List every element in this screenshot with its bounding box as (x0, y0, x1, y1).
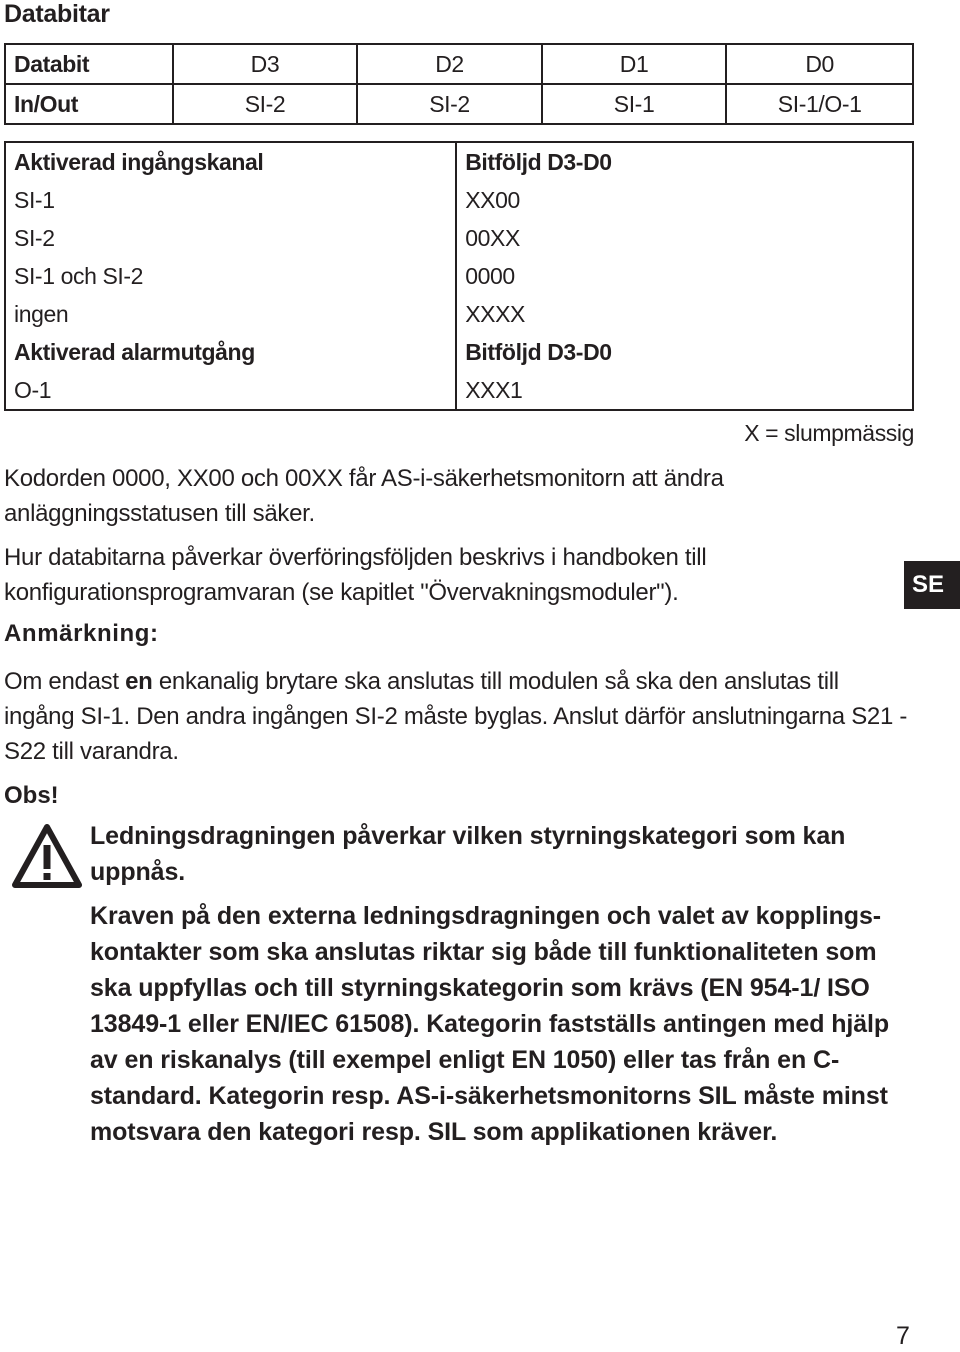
warning-triangle-icon (12, 824, 82, 888)
databit-table (4, 43, 914, 125)
remark-heading: Anmärkning: (4, 620, 159, 647)
table-cell: Aktiverad ingångskanal (5, 142, 456, 181)
warning-text: Ledningsdragningen påverkar vilken styrningskategori som kan uppnås. (90, 822, 846, 886)
table-row (5, 371, 913, 410)
remark-paragraph (4, 664, 914, 769)
table-cell: SI-1 (5, 181, 456, 219)
table-cell: 00XX (456, 219, 913, 257)
table-cell: D2 (357, 44, 542, 84)
language-tab: SE (904, 561, 960, 609)
table-row (5, 142, 913, 181)
table-cell: 0000 (456, 257, 913, 295)
table-cell: D3 (173, 44, 358, 84)
table-cell: Bitföljd D3-D0 (456, 142, 913, 181)
table-cell: ingen (5, 295, 456, 333)
paragraph-codewords: Kodorden 0000, XX00 och 00XX får AS-i-säkerhetsmonitorn att ändra anläggningsstatusen till säker. (4, 465, 724, 527)
remark-text: enkanalig brytare ska anslutas till modulen så ska den anslutas till ingång SI-1. Den andra ingången SI-2 måste byglas. Anslut därför anslutningarna S21 - S22 till varandra. (4, 668, 908, 765)
table-cell: D1 (542, 44, 727, 84)
page-title: Databitar (4, 0, 110, 28)
warning-details: Kraven på den externa ledningsdragningen och valet av kopplings-kontakter som ska anslutas riktar sig både till funktionaliteten som ska uppfyllas och till styrningskategorin som krävs (EN 954-1/ ISO 13849-1 eller EN/IEC 61508). Kategorin fastställs antingen med hjälp av en riskanalys (till exempel enligt EN 1050) eller tas från en C-standard. Kategorin resp. AS-i-säkerhetsmonitorns SIL måste minst motsvara den kategori resp. SIL som applikationen kräver. (90, 902, 890, 1146)
table-cell: SI-2 (5, 219, 456, 257)
table-row (5, 44, 913, 84)
remark-emphasis: en (125, 668, 153, 695)
table-cell: Bitföljd D3-D0 (456, 333, 913, 371)
table-cell: SI-2 (173, 84, 358, 124)
table-row (5, 333, 913, 371)
table-cell: Aktiverad alarmutgång (5, 333, 456, 371)
table-row (5, 219, 913, 257)
table-row (5, 84, 913, 124)
table-cell: XX00 (456, 181, 913, 219)
table-cell: Databit (5, 44, 173, 84)
x-legend-note: X = slumpmässig (744, 420, 914, 446)
table-row (5, 257, 913, 295)
table-cell: XXX1 (456, 371, 913, 410)
table-cell: In/Out (5, 84, 173, 124)
table-row (5, 181, 913, 219)
table-cell: SI-1/O-1 (726, 84, 913, 124)
table-row (5, 295, 913, 333)
table-cell: SI-1 och SI-2 (5, 257, 456, 295)
remark-text: Om endast (4, 668, 126, 695)
table-cell: XXXX (456, 295, 913, 333)
table-cell: SI-2 (357, 84, 542, 124)
table-cell: O-1 (5, 371, 456, 410)
page-number: 7 (896, 1322, 910, 1350)
table-cell: SI-1 (542, 84, 727, 124)
table-cell: D0 (726, 44, 913, 84)
obs-heading: Obs! (4, 782, 59, 809)
bit-sequence-table (4, 141, 914, 411)
paragraph-databits: Hur databitarna påverkar överföringsföljden beskrivs i handboken till konfigurationsprogramvaran (se kapitlet "Övervakningsmoduler"). (4, 544, 707, 606)
